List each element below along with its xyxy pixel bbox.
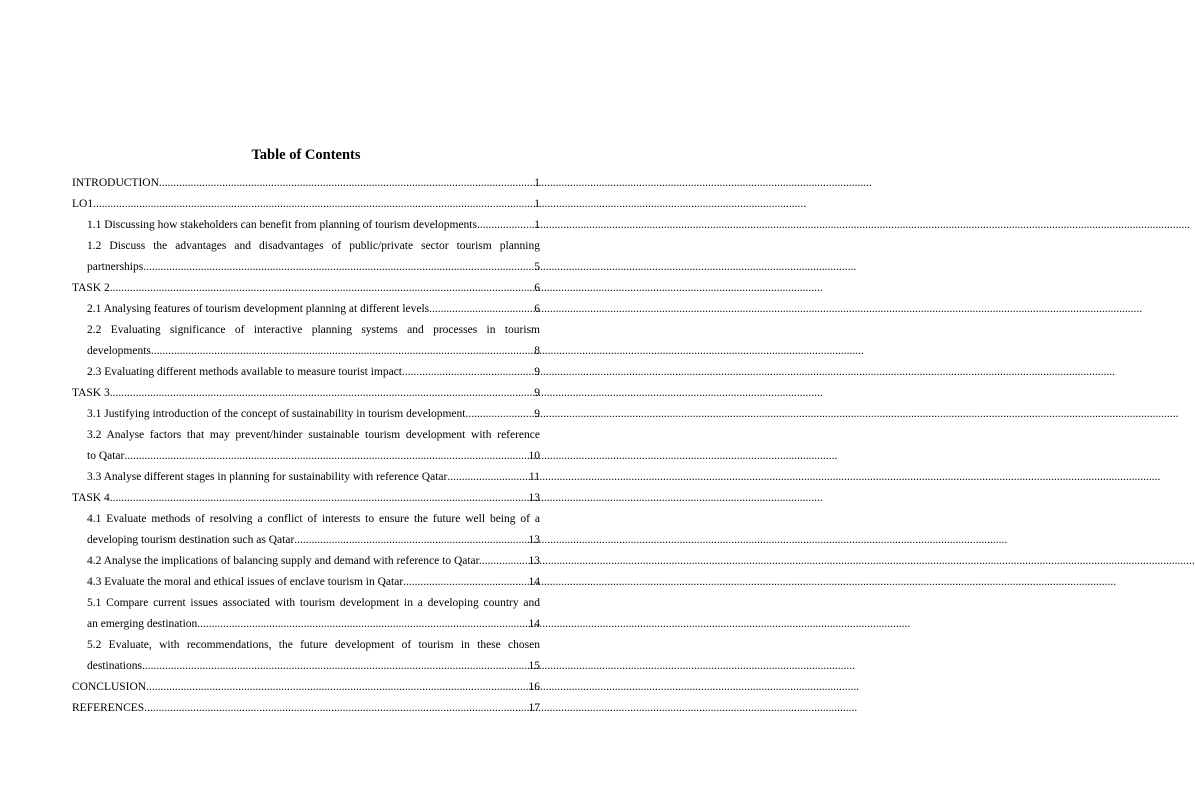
toc-entry-label: LO1 bbox=[72, 198, 94, 210]
toc-entry-4-2[interactable] bbox=[87, 551, 540, 572]
toc-entry-label: TASK 4 bbox=[72, 492, 110, 504]
toc-entry-label: developments bbox=[87, 345, 151, 357]
dot-leader bbox=[482, 551, 528, 572]
toc-entry-label: destinations bbox=[87, 660, 142, 672]
toc-entry-2-2-line1[interactable]: 2.2 Evaluating significance of interactive planning systems and processes in tourism bbox=[87, 324, 540, 336]
toc-title: Table of Contents bbox=[251, 147, 361, 163]
toc-page-number: 14 bbox=[528, 576, 540, 588]
toc-page-number: 1 bbox=[534, 177, 540, 189]
toc-page-number: 6 bbox=[534, 282, 540, 294]
toc-entry-5-2[interactable] bbox=[87, 656, 540, 677]
dot-leader bbox=[477, 215, 533, 236]
toc-entry-label: 4.2 Analyse the implications of balancing supply and demand with reference to Qatar. bbox=[87, 555, 482, 567]
toc-page-number: 13 bbox=[528, 555, 540, 567]
dot-leader bbox=[124, 446, 527, 467]
toc-entry-3-2[interactable] bbox=[87, 446, 540, 467]
toc-entry-label: TASK 3 bbox=[72, 387, 110, 399]
toc-page-number: 9 bbox=[534, 366, 540, 378]
toc-entry-task-2[interactable] bbox=[72, 278, 540, 299]
dot-leader bbox=[294, 530, 527, 551]
toc-entry-label: INTRODUCTION bbox=[72, 177, 159, 189]
dot-leader bbox=[197, 614, 527, 635]
toc-entry-label: 3.1 Justifying introduction of the concept of sustainability in tourism development bbox=[87, 408, 466, 420]
toc-entry-3-2-line1[interactable]: 3.2 Analyse factors that may prevent/hinder sustainable tourism development with reference bbox=[87, 429, 540, 441]
toc-entry-task-3[interactable] bbox=[72, 383, 540, 404]
toc-entry-label: an emerging destination bbox=[87, 618, 198, 630]
dot-leader bbox=[402, 362, 533, 383]
toc-entry-5-1-line1[interactable]: 5.1 Compare current issues associated with tourism development in a developing country and bbox=[87, 597, 540, 609]
toc-page-number: 8 bbox=[534, 345, 540, 357]
dot-leader bbox=[110, 488, 528, 509]
toc-entry-label: partnerships bbox=[87, 261, 144, 273]
toc-entry-1-2[interactable] bbox=[87, 257, 540, 278]
toc-page-number: 13 bbox=[528, 534, 540, 546]
toc-page-number: 16 bbox=[528, 681, 540, 693]
dot-leader bbox=[146, 677, 527, 698]
toc-entry-2-3[interactable] bbox=[87, 362, 540, 383]
dot-leader bbox=[403, 572, 527, 593]
dot-leader bbox=[159, 173, 533, 194]
toc-page-number: 1 bbox=[534, 198, 540, 210]
toc-page-number: 6 bbox=[534, 303, 540, 315]
toc-entry-4-1[interactable] bbox=[87, 530, 540, 551]
toc-entry-label: 2.1 Analysing features of tourism development planning at different levels bbox=[87, 303, 430, 315]
toc-page-number: 5 bbox=[534, 261, 540, 273]
toc-page-number: 10 bbox=[528, 450, 540, 462]
toc-entry-3-1[interactable] bbox=[87, 404, 540, 425]
toc-entry-introduction[interactable] bbox=[72, 173, 540, 194]
toc-entry-label: 1.1 Discussing how stakeholders can benefit from planning of tourism developments bbox=[87, 219, 477, 231]
dot-leader bbox=[465, 404, 533, 425]
dot-leader bbox=[144, 698, 527, 719]
toc-page-number: 13 bbox=[528, 492, 540, 504]
dot-leader bbox=[151, 341, 533, 362]
dot-leader bbox=[110, 278, 534, 299]
toc-page-number: 9 bbox=[534, 387, 540, 399]
toc-entry-conclusion[interactable] bbox=[72, 677, 540, 698]
toc-entry-label: REFERENCES bbox=[72, 702, 145, 714]
toc-page-number: 17 bbox=[528, 702, 540, 714]
toc-page-number: 11 bbox=[528, 471, 540, 483]
toc-entry-label: TASK 2 bbox=[72, 282, 110, 294]
toc-entry-4-3[interactable] bbox=[87, 572, 540, 593]
toc-entry-3-3[interactable] bbox=[87, 467, 540, 488]
toc-entry-label: 2.3 Evaluating different methods available to measure tourist impact bbox=[87, 366, 402, 378]
dot-leader bbox=[447, 467, 528, 488]
toc-entry-4-1-line1[interactable]: 4.1 Evaluate methods of resolving a conflict of interests to ensure the future well being of a bbox=[87, 513, 540, 525]
toc-page-number: 15 bbox=[528, 660, 540, 672]
toc-entry-5-1[interactable] bbox=[87, 614, 540, 635]
toc-entry-1-2-line1[interactable]: 1.2 Discuss the advantages and disadvantages of public/private sector tourism planning bbox=[87, 240, 540, 252]
toc-page-number: 1 bbox=[534, 219, 540, 231]
toc-entry-2-1[interactable] bbox=[87, 299, 540, 320]
toc-entry-2-2[interactable] bbox=[87, 341, 540, 362]
dot-leader bbox=[143, 257, 533, 278]
toc-entry-5-2-line1[interactable]: 5.2 Evaluate, with recommendations, the future development of tourism in these chosen bbox=[87, 639, 540, 651]
toc-entry-label: 4.3 Evaluate the moral and ethical issues of enclave tourism in Qatar bbox=[87, 576, 404, 588]
toc-entry-label: 3.3 Analyse different stages in planning for sustainability with reference Qatar bbox=[87, 471, 448, 483]
dot-leader bbox=[429, 299, 533, 320]
dot-leader bbox=[142, 656, 528, 677]
toc-entry-label: CONCLUSION bbox=[72, 681, 147, 693]
toc-page-number: 9 bbox=[534, 408, 540, 420]
toc-entry-lo1[interactable] bbox=[72, 194, 540, 215]
toc-entry-label: to Qatar bbox=[87, 450, 125, 462]
dot-leader bbox=[93, 194, 533, 215]
dot-leader bbox=[110, 383, 534, 404]
toc-entry-label: developing tourism destination such as Qatar bbox=[87, 534, 295, 546]
toc-entry-references[interactable] bbox=[72, 698, 540, 719]
toc-entry-1-1[interactable] bbox=[87, 215, 540, 236]
toc-entry-task-4[interactable] bbox=[72, 488, 540, 509]
toc-page-number: 14 bbox=[528, 618, 540, 630]
